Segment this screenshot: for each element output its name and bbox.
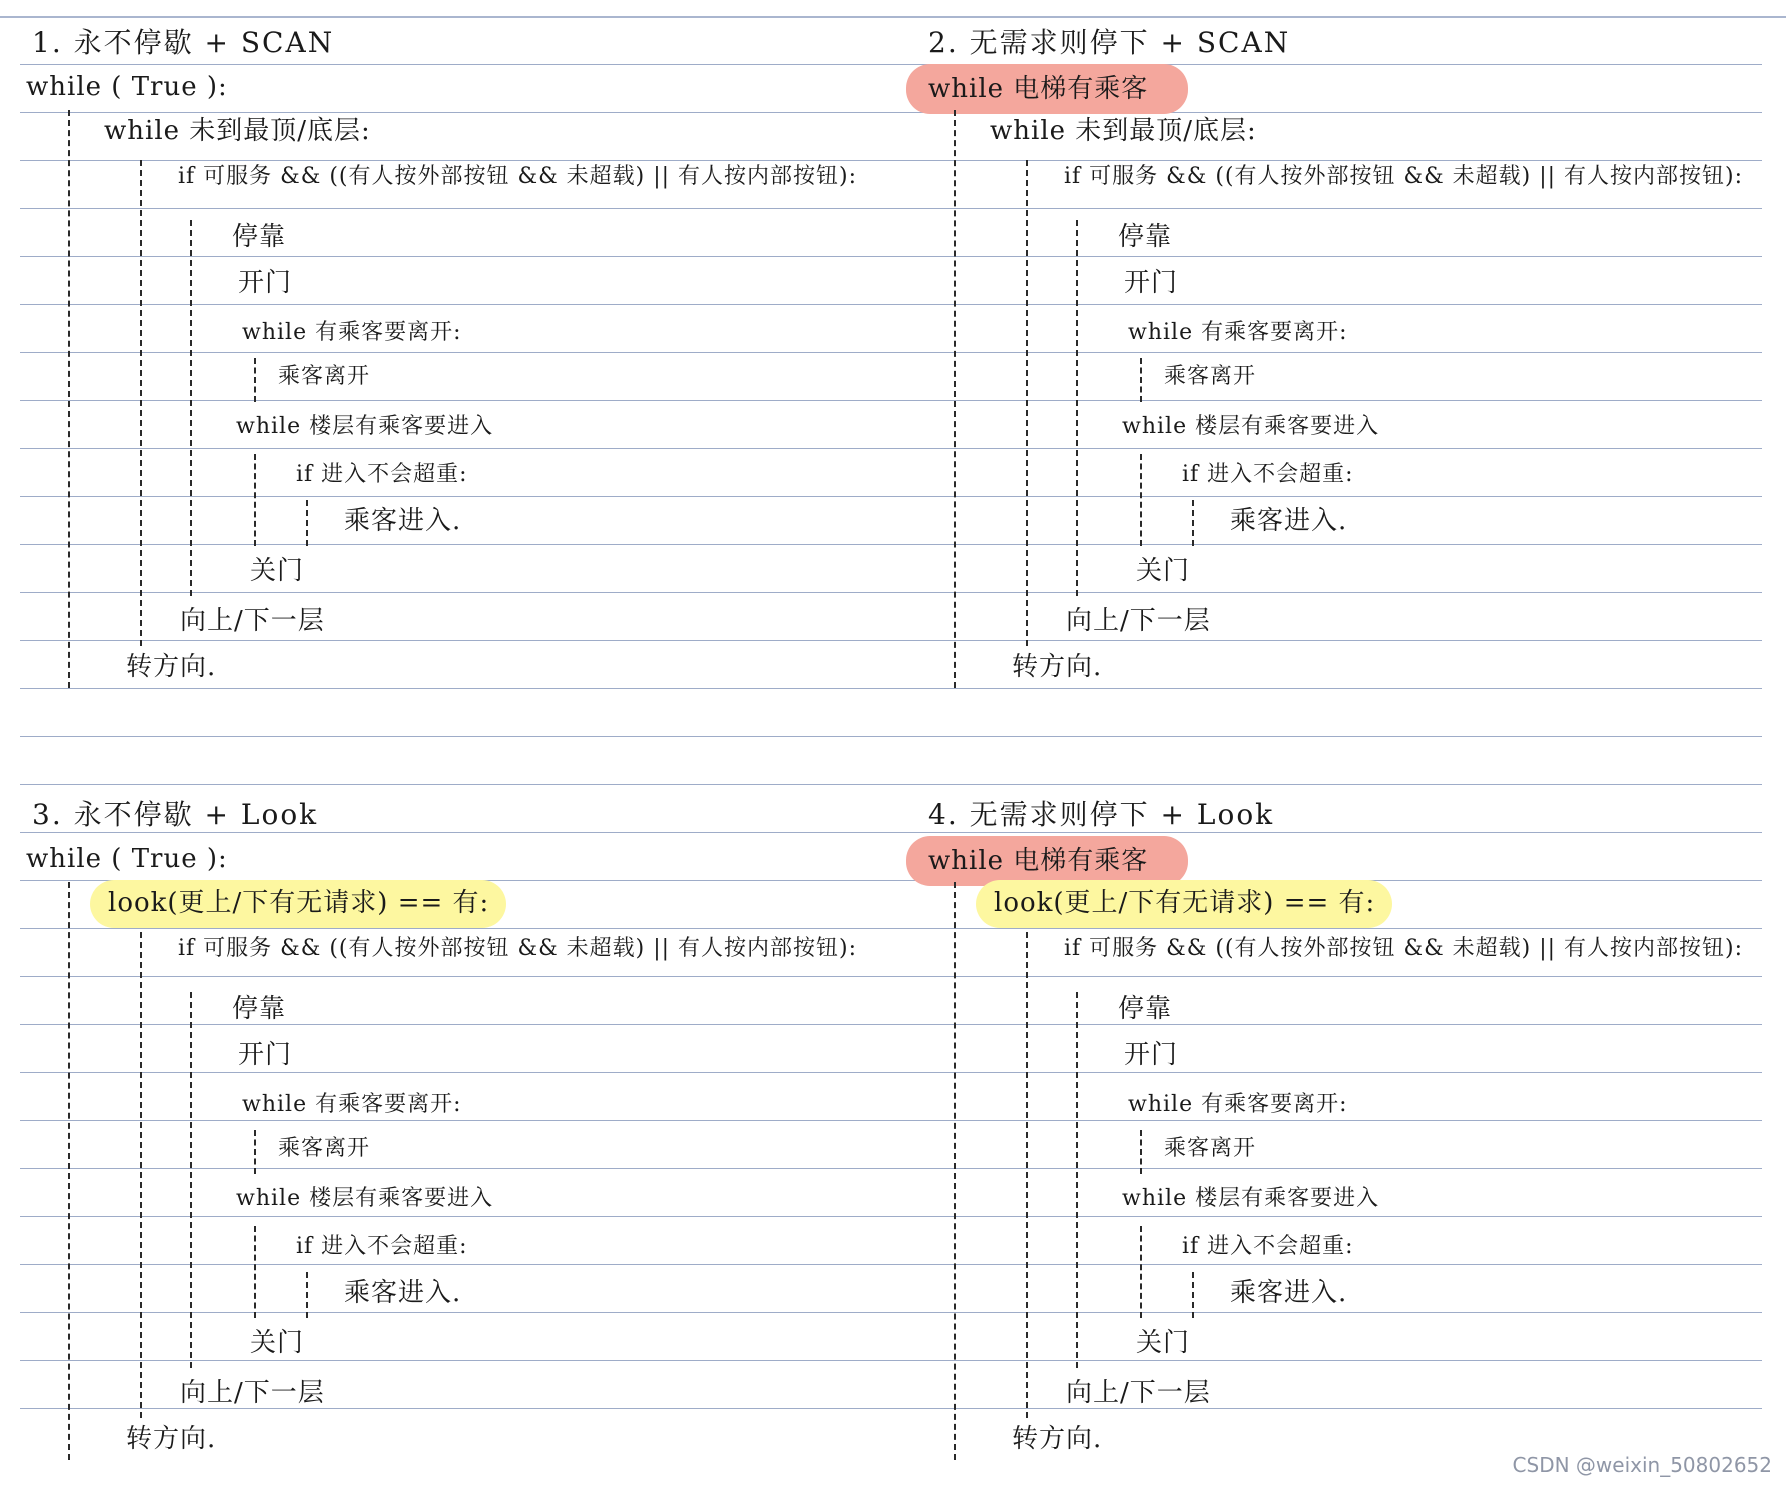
if-condition-line: if 可服务 && ((有人按外部按钮 && 未超载) || 有人按内部按钮): [1064,936,1744,961]
panel-1 [0,0,880,680]
watermark: CSDN @weixin_50802652 [1512,1453,1772,1477]
panel-3 [0,772,880,1452]
if-condition-line: if 可服务 && ((有人按外部按钮 && 未超载) || 有人按内部按钮): [178,936,858,961]
indent-guide-level-4b [1140,1226,1142,1318]
while-enter-line: while 楼层有乘客要进入 [1122,414,1380,439]
passenger-enter-line: 乘客进入. [1230,506,1348,536]
indent-guide-level-3 [190,220,192,596]
if-overweight-line: if 进入不会超重: [1182,462,1354,487]
while-enter-line: while 楼层有乘客要进入 [236,1186,494,1211]
panel-heading: 1. 永不停歇 + SCAN [32,26,335,59]
while-exit-line: while 有乘客要离开: [1128,1092,1348,1117]
stop-line: 停靠 [1118,222,1173,252]
panel-heading: 2. 无需求则停下 + SCAN [928,26,1291,59]
inner-loop-line: look(更上/下有无请求) == 有: [108,888,490,918]
if-overweight-line: if 进入不会超重: [296,1234,468,1259]
while-exit-line: while 有乘客要离开: [1128,320,1348,345]
open-door-line: 开门 [238,1040,293,1070]
inner-loop-line: while 未到最顶/底层: [990,116,1257,146]
turn-direction-line: 转方向. [126,1424,217,1454]
indent-guide-level-1 [954,882,956,1460]
close-door-line: 关门 [250,556,305,586]
if-condition-line: if 可服务 && ((有人按外部按钮 && 未超载) || 有人按内部按钮): [178,164,858,189]
open-door-line: 开门 [238,268,293,298]
indent-guide-level-4 [254,1130,256,1174]
ruled-line [20,688,1762,689]
stop-line: 停靠 [232,994,287,1024]
open-door-line: 开门 [1124,1040,1179,1070]
passenger-enter-line: 乘客进入. [1230,1278,1348,1308]
close-door-line: 关门 [1136,1328,1191,1358]
if-overweight-line: if 进入不会超重: [296,462,468,487]
if-condition-line: if 可服务 && ((有人按外部按钮 && 未超载) || 有人按内部按钮): [1064,164,1744,189]
while-enter-line: while 楼层有乘客要进入 [1122,1186,1380,1211]
move-floor-line: 向上/下一层 [1066,1378,1211,1408]
turn-direction-line: 转方向. [1012,1424,1103,1454]
indent-guide-level-2 [1026,932,1028,1418]
inner-loop-line: while 未到最顶/底层: [104,116,371,146]
while-exit-line: while 有乘客要离开: [242,320,462,345]
indent-guide-level-5 [1192,1272,1194,1318]
indent-guide-level-5 [306,500,308,546]
ruled-line [20,736,1762,737]
panel-heading: 4. 无需求则停下 + Look [928,798,1275,831]
turn-direction-line: 转方向. [126,652,217,682]
indent-guide-level-2 [140,160,142,646]
move-floor-line: 向上/下一层 [180,1378,325,1408]
passenger-enter-line: 乘客进入. [344,506,462,536]
move-floor-line: 向上/下一层 [180,606,325,636]
stop-line: 停靠 [232,222,287,252]
indent-guide-level-4b [1140,454,1142,546]
passenger-exit-line: 乘客离开 [1164,1136,1257,1161]
indent-guide-level-3 [190,992,192,1368]
outer-loop-line: while ( True ): [26,72,228,102]
close-door-line: 关门 [250,1328,305,1358]
outer-loop-line: while 电梯有乘客 [928,846,1149,876]
indent-guide-level-1 [68,882,70,1460]
passenger-exit-line: 乘客离开 [1164,364,1257,389]
if-overweight-line: if 进入不会超重: [1182,1234,1354,1259]
inner-loop-line: look(更上/下有无请求) == 有: [994,888,1376,918]
close-door-line: 关门 [1136,556,1191,586]
outer-loop-line: while ( True ): [26,844,228,874]
panel-2 [886,0,1766,680]
indent-guide-level-2 [140,932,142,1418]
indent-guide-level-3 [1076,992,1078,1368]
passenger-enter-line: 乘客进入. [344,1278,462,1308]
while-exit-line: while 有乘客要离开: [242,1092,462,1117]
while-enter-line: while 楼层有乘客要进入 [236,414,494,439]
passenger-exit-line: 乘客离开 [278,364,371,389]
indent-guide-level-5 [1192,500,1194,546]
indent-guide-level-1 [68,110,70,688]
indent-guide-level-2 [1026,160,1028,646]
open-door-line: 开门 [1124,268,1179,298]
turn-direction-line: 转方向. [1012,652,1103,682]
panel-heading: 3. 永不停歇 + Look [32,798,319,831]
indent-guide-level-3 [1076,220,1078,596]
indent-guide-level-4b [254,1226,256,1318]
passenger-exit-line: 乘客离开 [278,1136,371,1161]
indent-guide-level-4b [254,454,256,546]
stop-line: 停靠 [1118,994,1173,1024]
outer-loop-line: while 电梯有乘客 [928,74,1149,104]
indent-guide-level-1 [954,110,956,688]
indent-guide-level-4 [254,358,256,402]
panel-4 [886,772,1766,1452]
indent-guide-level-4 [1140,358,1142,402]
move-floor-line: 向上/下一层 [1066,606,1211,636]
indent-guide-level-5 [306,1272,308,1318]
indent-guide-level-4 [1140,1130,1142,1174]
